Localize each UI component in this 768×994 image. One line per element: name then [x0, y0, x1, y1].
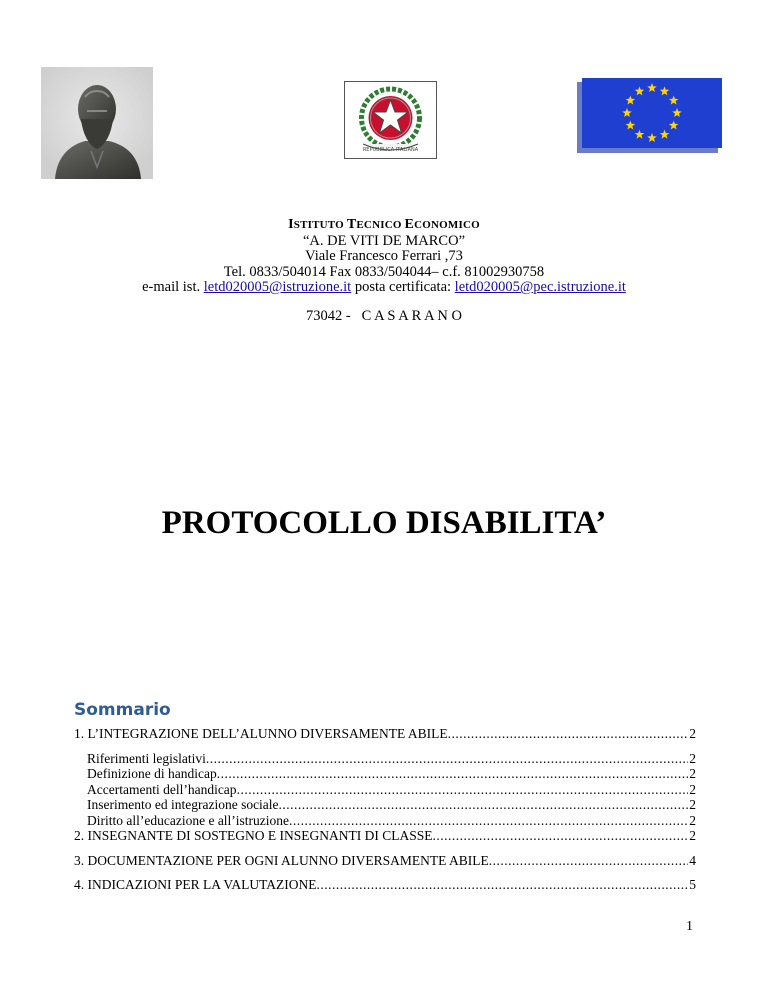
bust-portrait-logo	[41, 67, 153, 179]
toc-entry-page: 2	[689, 726, 696, 741]
toc-entry-text: 1. L’INTEGRAZIONE DELL’ALUNNO DIVERSAMENTE ABILE	[74, 726, 448, 741]
toc-entry[interactable]	[74, 877, 696, 893]
toc-entry-text: Definizione di handicap	[87, 766, 217, 781]
eu-flag	[577, 78, 722, 153]
pec-link[interactable]: letd020005@pec.istruzione.it	[454, 279, 626, 295]
page-number: 1	[686, 919, 693, 934]
emblem-text: REPUBBLICA ITALIANA	[362, 147, 419, 153]
institute-phone-line: Tel. 0833/504014 Fax 0833/504044– c.f. 81002930758	[223, 263, 545, 280]
toc-entry-text: 2. INSEGNANTE DI SOSTEGNO E INSEGNANTI DI CLASSE	[74, 828, 433, 843]
toc-leader	[217, 766, 689, 782]
pec-label: posta certificata:	[354, 279, 452, 295]
email-label: e-mail ist.	[142, 279, 201, 295]
toc-heading: Sommario	[74, 700, 171, 720]
toc-entry[interactable]	[74, 813, 696, 829]
toc-entry[interactable]	[74, 828, 696, 844]
toc-entry-page: 2	[689, 750, 696, 766]
toc-entry-page: 5	[689, 877, 696, 892]
institute-email-line	[0, 280, 768, 296]
toc-leader	[206, 751, 688, 767]
toc-entry-page: 4	[689, 852, 696, 868]
institute-city-line: 73042 - C A S A R A N O	[306, 307, 462, 324]
toc-entry-text: 3. DOCUMENTAZIONE PER OGNI ALUNNO DIVERSAMENTE ABILE	[74, 852, 489, 868]
toc-leader	[289, 813, 688, 829]
toc-entry[interactable]	[74, 726, 696, 742]
toc-entry[interactable]	[74, 782, 696, 798]
table-of-contents	[74, 726, 696, 893]
repubblica-italiana-emblem	[344, 81, 437, 159]
toc-leader	[432, 828, 688, 844]
toc-entry-page: 2	[689, 828, 696, 843]
toc-entry-text: Inserimento ed integrazione sociale	[87, 797, 279, 812]
toc-leader	[448, 726, 689, 742]
toc-leader	[489, 853, 688, 869]
toc-entry[interactable]	[74, 797, 696, 813]
toc-entry-page: 2	[689, 766, 696, 781]
institute-name: “A. DE VITI DE MARCO”	[302, 232, 466, 249]
toc-entry-text: 4. INDICAZIONI PER LA VALUTAZIONE	[74, 877, 317, 892]
toc-entry[interactable]	[74, 853, 696, 869]
toc-leader	[237, 782, 689, 798]
institute-type: ISTITUTO TECNICO ECONOMICO	[288, 217, 480, 232]
document-title: PROTOCOLLO DISABILITA’	[161, 505, 607, 541]
toc-entry[interactable]	[74, 766, 696, 782]
toc-entry-text: Riferimenti legislativi	[87, 750, 206, 766]
toc-entry-page: 2	[689, 781, 696, 797]
toc-entry-page: 2	[689, 797, 696, 812]
toc-leader	[317, 877, 689, 893]
toc-entry-text: Diritto all’educazione e all’istruzione	[87, 812, 290, 828]
institute-address: Viale Francesco Ferrari ,73	[305, 248, 463, 264]
email-link[interactable]: letd020005@istruzione.it	[203, 279, 352, 295]
toc-entry-text: Accertamenti dell’handicap	[87, 781, 237, 797]
toc-entry-page: 2	[689, 812, 696, 828]
institute-header	[0, 217, 768, 324]
toc-leader	[279, 797, 689, 813]
toc-entry[interactable]	[74, 751, 696, 767]
